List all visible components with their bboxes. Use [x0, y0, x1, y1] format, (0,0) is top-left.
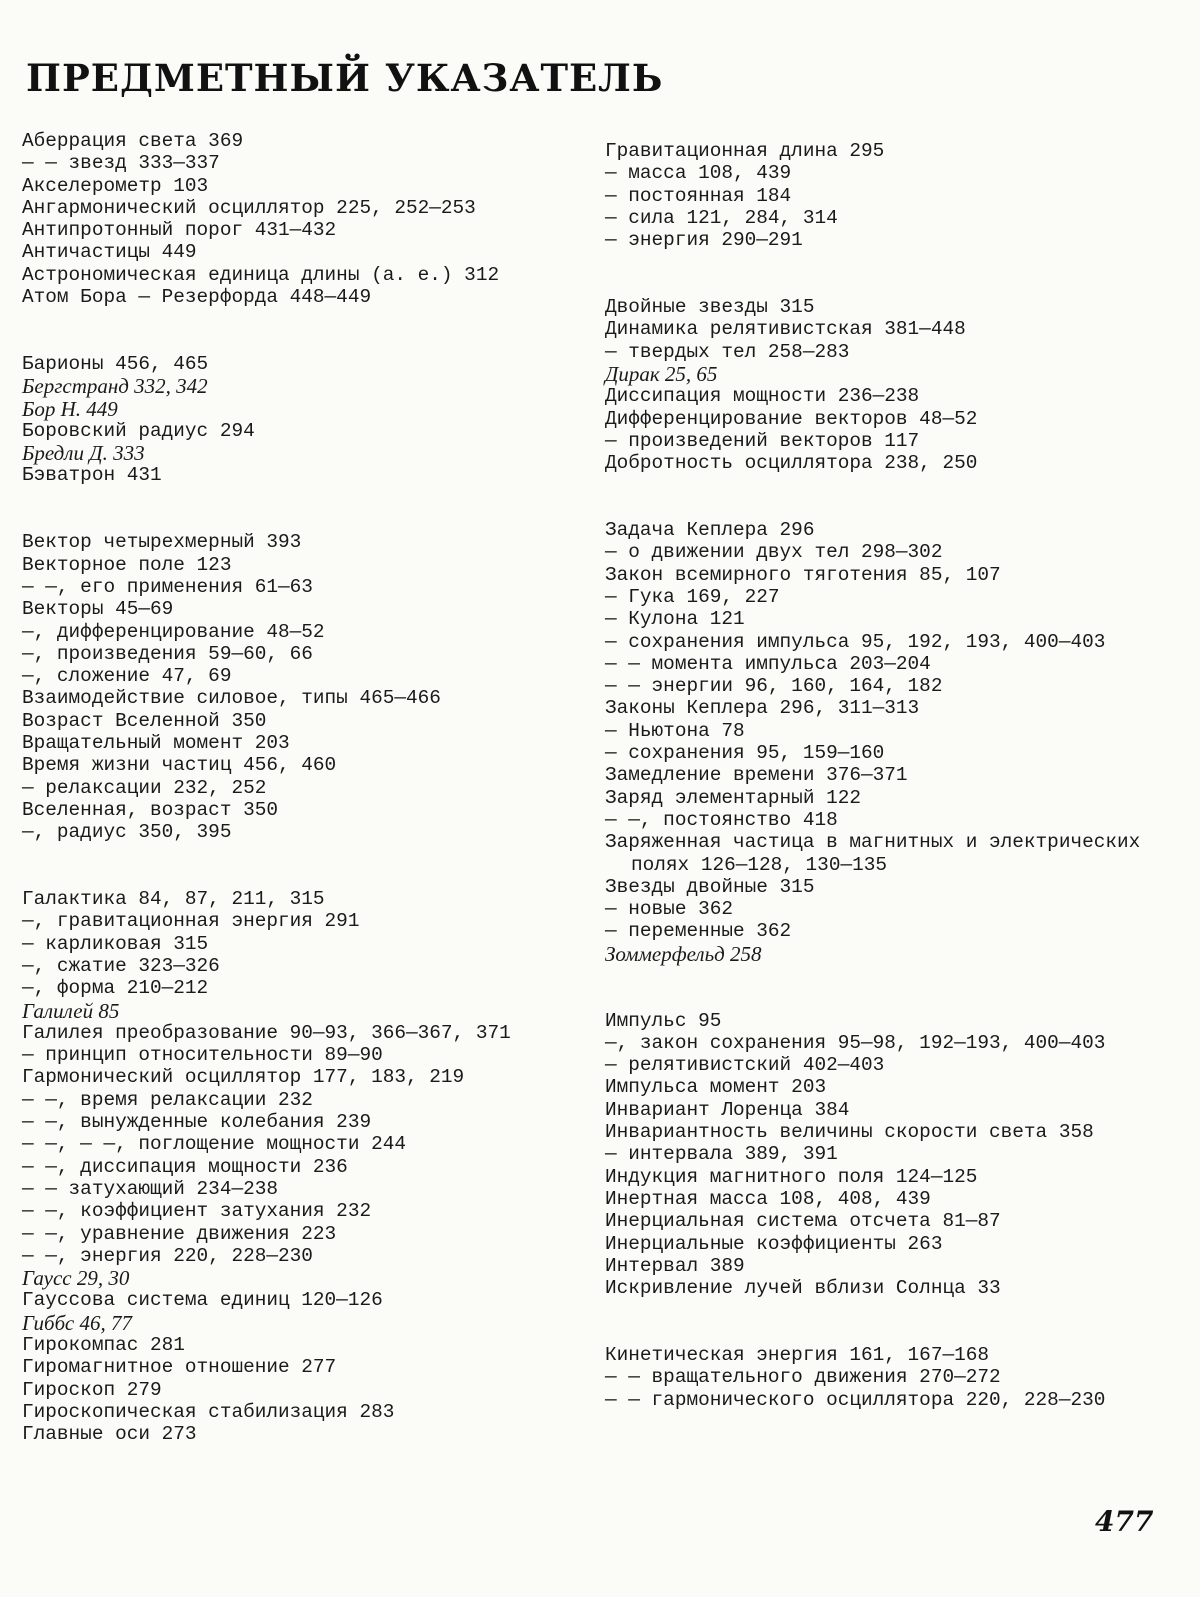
index-entry: —, гравитационная энергия 291 [22, 910, 360, 933]
index-entry: Инвариантность величины скорости света 358 [605, 1121, 1094, 1144]
index-entry: —, сложение 47, 69 [22, 665, 232, 688]
index-entry: Двойные звезды 315 [605, 296, 815, 319]
index-entry: Векторное поле 123 [22, 553, 232, 576]
index-entry: Импульс 95 [605, 1009, 722, 1032]
index-entry: Вселенная, возраст 350 [22, 798, 278, 821]
index-entry: Гравитационная длина 295 [605, 140, 885, 162]
index-entry: Заряженная частица в магнитных и электрических полях 126—128, 130—135 [605, 831, 1141, 876]
index-entry: Гирокомпас 281 [22, 1334, 185, 1357]
index-entry: —, закон сохранения 95—98, 192—193, 400—403 [605, 1031, 1106, 1054]
index-entry: Галилей 85 [22, 998, 120, 1023]
index-entry: Атом Бора — Резерфорда 448—449 [22, 286, 372, 309]
index-entry: — энергия 290—291 [605, 229, 803, 252]
index-entry: — принцип относительности 89—90 [22, 1044, 383, 1067]
index-entry: —, сжатие 323—326 [22, 954, 220, 977]
index-column-right [605, 140, 1150, 1411]
index-entry: Инвариант Лоренца 384 [605, 1098, 850, 1121]
index-entry: Гироскоп 279 [22, 1378, 162, 1401]
index-entry: Астрономическая единица длины (а. е.) 312 [22, 263, 500, 286]
index-entry: —, дифференцирование 48—52 [22, 620, 325, 643]
index-entry: Законы Кеплера 296, 311—313 [605, 697, 920, 720]
index-entry: — сохранения импульса 95, 192, 193, 400—403 [605, 630, 1106, 653]
index-entry: — —, энергия 220, 228—230 [22, 1244, 313, 1267]
index-entry: Динамика релятивистская 381—448 [605, 318, 966, 341]
index-entry: — о движении двух тел 298—302 [605, 541, 943, 564]
index-entry: Бор Н. 449 [22, 396, 118, 421]
index-entry: — твердых тел 258—283 [605, 340, 850, 363]
index-entry: — —, постоянство 418 [605, 808, 838, 831]
index-entry: Закон всемирного тяготения 85, 107 [605, 563, 1001, 586]
index-entry: Интервал 389 [605, 1254, 745, 1277]
page-title: ПРЕДМЕТНЫЙ УКАЗАТЕЛЬ [26, 56, 664, 100]
index-entry: Вращательный момент 203 [22, 732, 290, 755]
index-entry: Антипротонный порог 431—432 [22, 219, 337, 242]
index-entry: Искривление лучей вблизи Солнца 33 [605, 1277, 1001, 1300]
index-entry: — —, — —, поглощение мощности 244 [22, 1133, 406, 1156]
index-entry: — — момента импульса 203—204 [605, 652, 931, 675]
index-entry: Диссипация мощности 236—238 [605, 385, 920, 408]
index-entry: Инерциальная система отсчета 81—87 [605, 1210, 1001, 1233]
index-entry: —, произведения 59—60, 66 [22, 642, 313, 665]
index-entry: — — гармонического осциллятора 220, 228—230 [605, 1388, 1106, 1411]
index-entry: Заряд элементарный 122 [605, 786, 861, 809]
index-entry: Барионы 456, 465 [22, 352, 209, 375]
index-entry: Галактика 84, 87, 211, 315 [22, 888, 325, 911]
index-entry: — — вращательного движения 270—272 [605, 1366, 1001, 1389]
index-entry: Галилея преобразование 90—93, 366—367, 371 [22, 1021, 511, 1044]
index-entry: — произведений векторов 117 [605, 429, 920, 452]
index-entry: Гиббс 46, 77 [22, 1310, 132, 1335]
index-entry: Зоммерфельд 258 [605, 941, 762, 966]
index-entry: —, форма 210—212 [22, 977, 209, 1000]
index-entry: Задача Кеплера 296 [605, 519, 815, 542]
page-number: 477 [1095, 1505, 1154, 1538]
index-entry: — релятивистский 402—403 [605, 1054, 885, 1077]
index-entry: — —, уравнение движения 223 [22, 1222, 337, 1245]
index-entry: — —, его применения 61—63 [22, 575, 313, 598]
index-column-left [22, 130, 567, 1446]
index-entry: Гаусс 29, 30 [22, 1266, 130, 1291]
index-entry: Главные оси 273 [22, 1423, 197, 1446]
index-entry: Замедление времени 376—371 [605, 764, 908, 787]
index-entry: Бэватрон 431 [22, 464, 162, 487]
index-entry: — — звезд 333—337 [22, 152, 220, 175]
index-entry: — релаксации 232, 252 [22, 776, 267, 799]
index-entry: Взаимодействие силовое, типы 465—466 [22, 687, 441, 710]
index-entry: Векторы 45—69 [22, 598, 174, 621]
index-entry: Инерциальные коэффициенты 263 [605, 1232, 943, 1255]
index-entry: Кинетическая энергия 161, 167—168 [605, 1344, 989, 1367]
index-entry: Гироскопическая стабилизация 283 [22, 1400, 395, 1423]
index-entry: — —, диссипация мощности 236 [22, 1155, 348, 1178]
section-gap [605, 251, 1150, 296]
index-entry: — карликовая 315 [22, 932, 209, 955]
index-entry: — Кулона 121 [605, 608, 745, 631]
index-entry: — новые 362 [605, 898, 733, 921]
index-entry: Импульса момент 203 [605, 1076, 827, 1099]
index-entry: — —, вынужденные колебания 239 [22, 1111, 372, 1134]
index-entry: Гауссова система единиц 120—126 [22, 1289, 383, 1312]
section-gap [605, 1299, 1150, 1344]
index-entry: Бредли Д. 333 [22, 441, 145, 466]
section-gap [605, 474, 1150, 519]
index-entry: — — затухающий 234—238 [22, 1177, 278, 1200]
index-entry: Добротность осциллятора 238, 250 [605, 452, 978, 475]
index-entry: — Гука 169, 227 [605, 585, 780, 608]
index-entry: Античастицы 449 [22, 241, 197, 264]
index-entry: — интервала 389, 391 [605, 1143, 838, 1166]
index-entry: — — энергии 96, 160, 164, 182 [605, 675, 943, 698]
index-entry: — —, время релаксации 232 [22, 1088, 313, 1111]
index-entry: Звезды двойные 315 [605, 875, 815, 898]
index-entry: — Ньютона 78 [605, 719, 745, 742]
section-gap [22, 844, 567, 889]
index-entry: —, радиус 350, 395 [22, 821, 232, 844]
index-entry: — —, коэффициент затухания 232 [22, 1200, 372, 1223]
section-gap [605, 965, 1150, 1010]
index-entry: Возраст Вселенной 350 [22, 709, 267, 732]
index-entry: Гармонический осциллятор 177, 183, 219 [22, 1066, 465, 1089]
index-entry: Акселерометр 103 [22, 174, 209, 197]
index-entry: — масса 108, 439 [605, 162, 792, 185]
index-entry: Дирак 25, 65 [605, 361, 718, 386]
index-entry: Время жизни частиц 456, 460 [22, 754, 337, 777]
index-entry: Аберрация света 369 [22, 130, 244, 152]
index-entry: Боровский радиус 294 [22, 419, 255, 442]
index-entry: Гиромагнитное отношение 277 [22, 1356, 337, 1379]
index-entry: Инертная масса 108, 408, 439 [605, 1187, 931, 1210]
section-gap [22, 487, 567, 532]
index-entry: — сохранения 95, 159—160 [605, 742, 885, 765]
index-entry: Бергстранд 332, 342 [22, 374, 208, 399]
index-entry: — постоянная 184 [605, 184, 792, 207]
index-entry: Дифференцирование векторов 48—52 [605, 407, 978, 430]
index-entry: Индукция магнитного поля 124—125 [605, 1165, 978, 1188]
index-entry: — сила 121, 284, 314 [605, 206, 838, 229]
index-entry: Ангармонический осциллятор 225, 252—253 [22, 196, 476, 219]
index-entry: Вектор четырехмерный 393 [22, 531, 302, 554]
index-entry: — переменные 362 [605, 920, 792, 943]
section-gap [22, 308, 567, 353]
